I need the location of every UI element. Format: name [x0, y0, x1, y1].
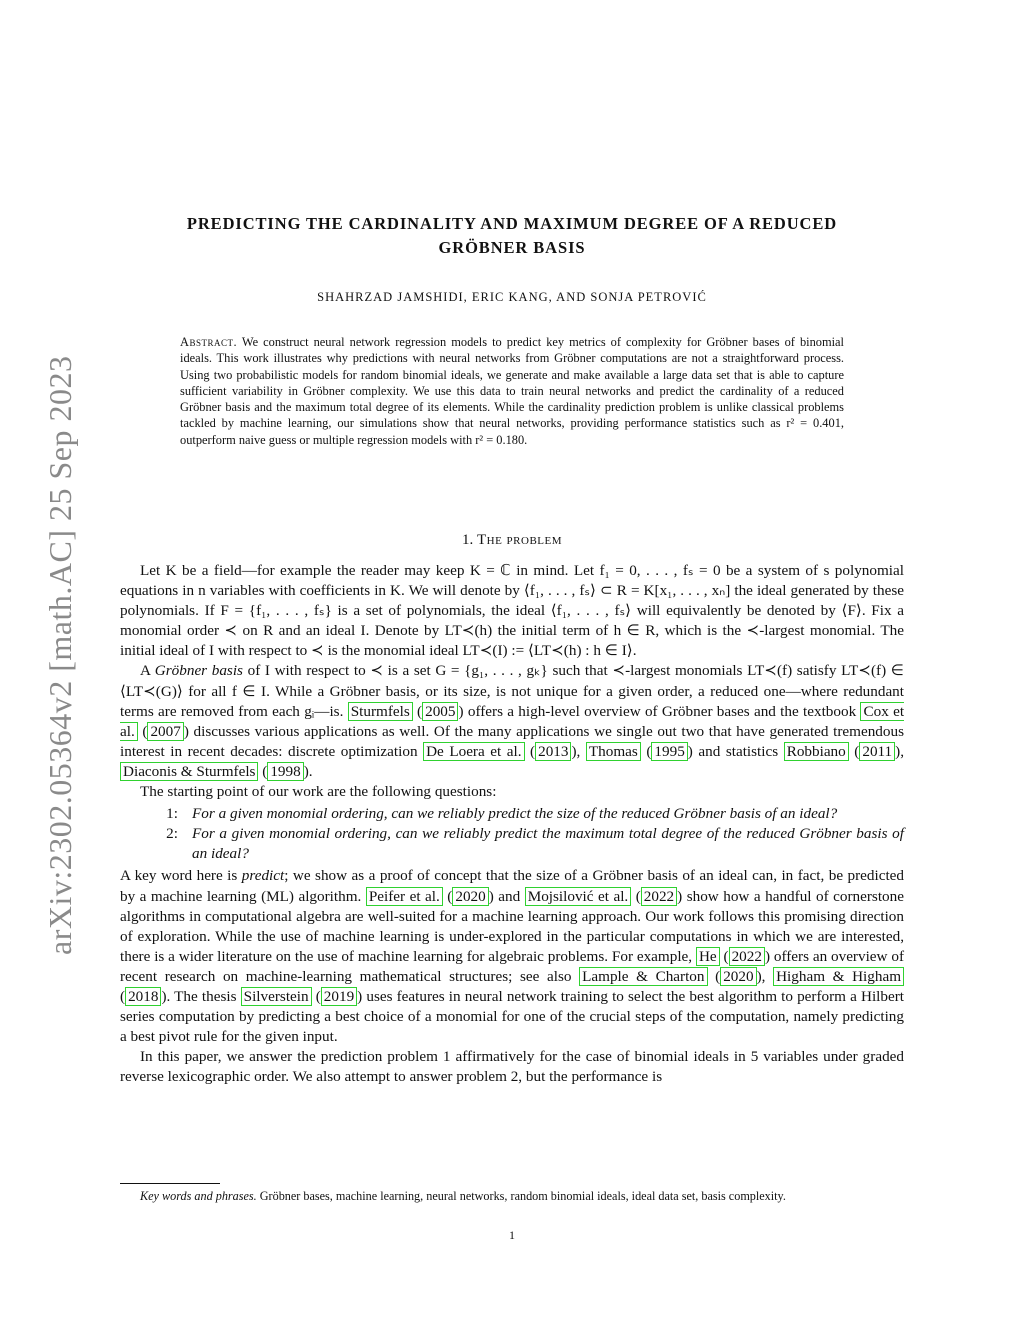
footnote-keywords — [120, 1189, 904, 1205]
citation-cox-year[interactable]: 2007 — [147, 722, 183, 741]
list-item — [120, 804, 904, 824]
abstract-text: We construct neural network regression models to predict key metrics of complexity for Gröbner bases of binomial ideals. This work illustrates why predictions with neural networks from Gröbner computations are not a straightforward process. Using two probabilistic models for random binomial ideals, we generate and make available a large data set that is able to capture sufficient variability in Gröbner complexity. We use this data to train neural networks and predict the cardinality of a reduced Gröbner basis and the maximum total degree of its elements. While the cardinality prediction problem is unlike classical problems tackled by machine learning, our simulations show that neural networks, providing performance statistics such as r² = 0.401, outperform naive guess or multiple regression models with r² = 0.180. — [180, 335, 844, 447]
footnote-text: Gröbner bases, machine learning, neural networks, random binomial ideals, ideal data set, basis complexity. — [259, 1189, 786, 1203]
abstract-heading: Abstract. — [180, 335, 238, 349]
citation-diaconis[interactable]: Diaconis & Sturmfels — [120, 762, 258, 781]
citation-peifer[interactable]: Peifer et al. — [366, 887, 443, 906]
term-groebner-basis: Gröbner basis — [154, 662, 243, 680]
question-list — [120, 804, 904, 864]
citation-he[interactable]: He — [696, 947, 720, 966]
citation-mojsilovic[interactable]: Mojsilović et al. — [525, 887, 632, 906]
citation-deloera-year[interactable]: 2013 — [535, 742, 571, 761]
citation-cox[interactable]: Cox et al. — [120, 702, 905, 740]
citation-higham-year[interactable]: 2018 — [125, 987, 161, 1006]
citation-diaconis-year[interactable]: 1998 — [267, 762, 303, 781]
citation-robbiano[interactable]: Robbiano — [784, 742, 849, 761]
citation-lample[interactable]: Lample & Charton — [579, 967, 707, 986]
paragraph-contribution: In this paper, we answer the prediction problem 1 affirmatively for the case of binomial ideals in 5 variables under graded reverse lexicographic order. We also attempt to answer problem 2, but the performance is — [120, 1048, 904, 1086]
paragraph-groebner-basis: A Gröbner basis of I with respect to ≺ is a set G = {g₁, . . . , gₖ} such that ≺-largest monomials LT≺(f) satisfy LT≺(f) ∈ ⟨LT≺(G)⟩ for all f ∈ I. While a Gröbner basis, or its size, is not unique for a given order, a reduced one—where redundant terms are removed from each gᵢ—is. Sturmfels ( 2005 ) offers a high-level overview of Gröbner bases and the textbook Cox et al. ( 2007 ) discusses various applications as well. Of the many applications we single out two that have generated tremendous interest in recent decades: discrete optimization De Loera et al. ( 2013 ), Thomas ( 1995 ) and statistics Robbiano ( 2011 ), Diaconis & Sturmfels ( 1998 ). — [120, 662, 905, 780]
question-number: 1: — [166, 805, 178, 823]
citation-higham[interactable]: Higham & Higham — [773, 967, 904, 986]
body-text — [120, 561, 904, 1087]
citation-sturmfels[interactable]: Sturmfels — [348, 702, 413, 721]
abstract — [180, 334, 844, 448]
list-item — [120, 824, 904, 864]
citation-sturmfels-year[interactable]: 2005 — [422, 702, 458, 721]
citation-lample-year[interactable]: 2020 — [720, 967, 756, 986]
citation-deloera[interactable]: De Loera et al. — [423, 742, 524, 761]
paragraph-definitions: Let K be a field—for example the reader may keep K = ℂ in mind. Let f₁ = 0, . . . , fₛ = 0 be a system of s polynomial equations in n variables with coefficients in K. We will denote by ⟨f₁, . . . , fₛ⟩ ⊂ R = K[x₁, . . . , xₙ] the ideal generated by these polynomials. If F = {f₁, . . . , fₛ} is a set of polynomials, the ideal ⟨f₁, . . . , fₛ⟩ will equivalently be denoted by ⟨F⟩. Fix a monomial order ≺ on R and an ideal I. Denote by LT≺(h) the initial term of h ∈ R, which is the ≺-largest monomial. The initial ideal of I with respect to ≺ is the monomial ideal LT≺(I) := ⟨LT≺(h) : h ∈ I⟩. — [120, 562, 904, 660]
citation-he-year[interactable]: 2022 — [729, 947, 765, 966]
section-heading — [120, 532, 904, 549]
citation-silverstein-year[interactable]: 2019 — [321, 987, 357, 1006]
paper-title — [120, 212, 904, 260]
footnote-label: Key words and phrases. — [140, 1189, 257, 1203]
author-list: SHAHRZAD JAMSHIDI, ERIC KANG, AND SONJA PETROVIĆ — [317, 290, 707, 304]
page-number: 1 — [509, 1228, 515, 1242]
section-title-text: The problem — [476, 532, 563, 548]
question-text: For a given monomial ordering, can we reliably predict the size of the reduced Gröbner basis of an ideal? — [192, 805, 838, 823]
title-line-2: GRÖBNER BASIS — [438, 238, 586, 257]
citation-mojsilovic-year[interactable]: 2022 — [641, 887, 677, 906]
term-predict: predict — [241, 867, 285, 885]
title-line-1: PREDICTING THE CARDINALITY AND MAXIMUM DEGREE OF A REDUCED — [186, 214, 838, 233]
citation-silverstein[interactable]: Silverstein — [241, 987, 312, 1006]
citation-robbiano-year[interactable]: 2011 — [859, 742, 895, 761]
question-number: 2: — [166, 825, 178, 843]
question-text: For a given monomial ordering, can we reliably predict the maximum total degree of the reduced Gröbner basis of an ideal? — [192, 825, 904, 863]
footnote-divider — [120, 1183, 220, 1184]
citation-thomas-year[interactable]: 1995 — [651, 742, 687, 761]
citation-peifer-year[interactable]: 2020 — [452, 887, 488, 906]
paragraph-prediction: A key word here is predict; we show as a proof of concept that the size of a Gröbner basis of an ideal can, in fact, be predicted by a machine learning (ML) algorithm. Peifer et al. ( 2020 ) and Mojsilović et al. ( 2022 ) show how a handful of cornerstone algorithms in computational algebra are well-suited for a machine learning approach. Our work follows this promising direction of exploration. While the use of machine learning is under-explored in the particular computations in which we are interested, there is a wider literature on the use of machine learning for algebraic problems. For example, He ( 2022 ) offers an overview of recent research on machine-learning mathematical structures; see also Lample & Charton ( 2020 ), Higham & Higham ( 2018 ). The thesis Silverstein ( 2019 ) uses features in neural network training to select the best algorithm to perform a Hilbert series computation by predicting a best choice of a monomial for one of the crucial steps of the computation, namely predicting a best pivot rule for the given input. — [120, 867, 905, 1046]
section-number: 1. — [461, 532, 474, 548]
paragraph-questions-intro: The starting point of our work are the following questions: — [140, 783, 497, 801]
arxiv-identifier-stamp: arXiv:2302.05364v2 [math.AC] 25 Sep 2023 — [42, 355, 78, 955]
citation-thomas[interactable]: Thomas — [586, 742, 641, 761]
